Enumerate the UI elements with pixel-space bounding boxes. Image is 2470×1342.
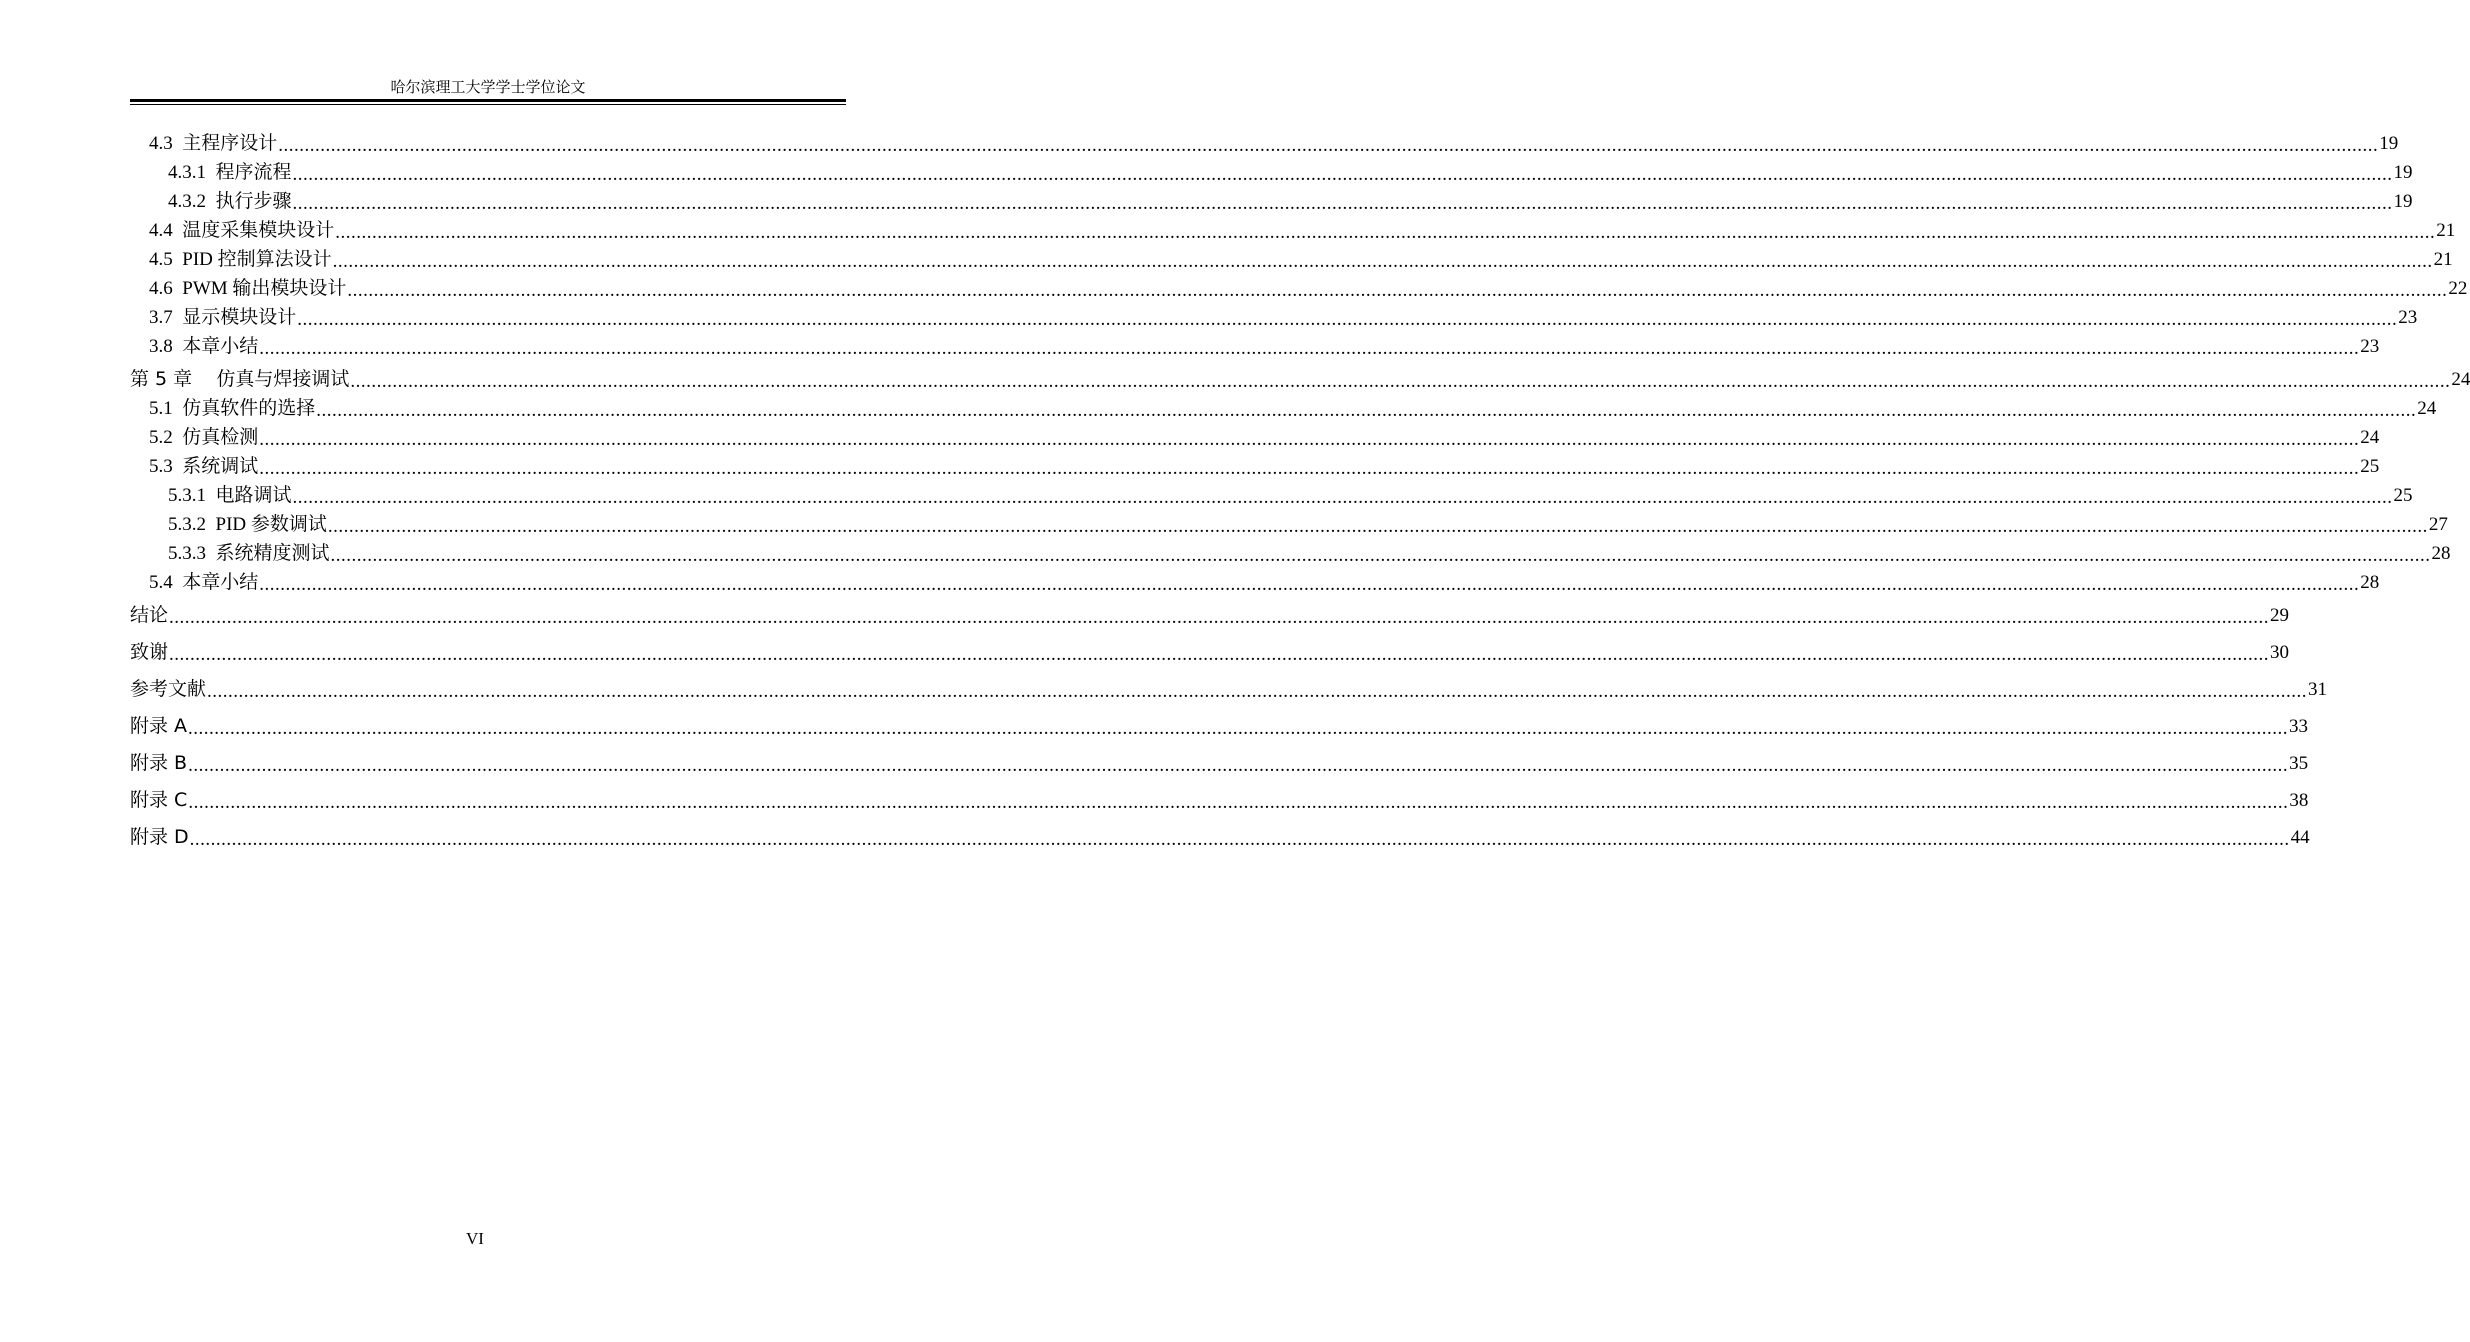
toc-entry-label: 致谢 (130, 641, 169, 663)
toc-dot-leader: ................................................................................................................................................................................................................................................................................................................................................................................................................ (292, 193, 2393, 214)
toc-dot-leader: ................................................................................................................................................................................................................................................................................................................................................................................................................ (332, 251, 2433, 272)
toc-entry-label: 5.3.1 电路调试 (168, 485, 292, 506)
toc-entry[interactable] (130, 159, 2413, 188)
toc-entry-page: 27 (2428, 514, 2448, 535)
toc-entry[interactable] (130, 217, 2456, 246)
toc-entry-page: 25 (2393, 485, 2413, 506)
toc-entry[interactable] (130, 188, 2413, 217)
toc-entry-page: 23 (2360, 336, 2380, 357)
toc-entry-label: 4.4 温度采集模块设计 (149, 220, 335, 241)
toc-entry[interactable] (130, 246, 2453, 275)
toc-entry-label: 5.3.2 PID 参数调试 (168, 514, 327, 535)
toc-entry-page: 44 (2290, 827, 2310, 848)
toc-entry[interactable] (130, 779, 2309, 816)
toc-entry-page: 24 (2451, 369, 2470, 390)
toc-entry-label: 4.5 PID 控制算法设计 (149, 249, 332, 270)
toc-entry[interactable] (130, 569, 2380, 598)
toc-entry-page: 30 (2270, 642, 2290, 663)
toc-entry-label: 5.1 仿真软件的选择 (149, 398, 316, 419)
toc-entry-page: 23 (2398, 307, 2418, 328)
toc-entry[interactable] (130, 598, 2290, 631)
toc-entry-page: 35 (2289, 753, 2309, 774)
toc-dot-leader: ................................................................................................................................................................................................................................................................................................................................................................................................................ (259, 458, 2360, 479)
toc-entry-page: 38 (2289, 790, 2309, 811)
toc-entry-page: 21 (2433, 249, 2453, 270)
toc-entry[interactable] (130, 275, 2468, 304)
toc-entry-page: 24 (2360, 427, 2380, 448)
header-rule-thin (130, 104, 846, 105)
toc-entry-page: 31 (2308, 679, 2328, 700)
toc-entry[interactable] (130, 453, 2380, 482)
toc-entry-page: 21 (2436, 220, 2456, 241)
toc-entry[interactable] (130, 362, 2470, 395)
toc-dot-leader: ................................................................................................................................................................................................................................................................................................................................................................................................................ (259, 429, 2360, 450)
toc-dot-leader: ................................................................................................................................................................................................................................................................................................................................................................................................................ (350, 371, 2451, 392)
toc-dot-leader: ................................................................................................................................................................................................................................................................................................................................................................................................................ (188, 718, 2289, 739)
toc-entry[interactable] (130, 395, 2437, 424)
table-of-contents (130, 130, 2470, 853)
toc-entry[interactable] (130, 511, 2448, 540)
running-header: 哈尔滨理工大学学士学位论文 (390, 80, 586, 96)
toc-entry-label: 4.6 PWM 输出模块设计 (149, 278, 347, 299)
toc-dot-leader: ................................................................................................................................................................................................................................................................................................................................................................................................................ (278, 135, 2379, 156)
toc-entry[interactable] (130, 482, 2413, 511)
toc-entry-page: 22 (2448, 278, 2468, 299)
toc-entry[interactable] (130, 304, 2418, 333)
toc-dot-leader: ................................................................................................................................................................................................................................................................................................................................................................................................................ (188, 755, 2289, 776)
toc-entry-label: 附录 A (130, 715, 188, 737)
toc-entry-label: 第 5 章 仿真与焊接调试 (130, 368, 350, 390)
toc-entry-page: 33 (2289, 716, 2309, 737)
toc-entry-label: 附录 B (130, 752, 188, 774)
toc-entry-page: 19 (2393, 191, 2413, 212)
toc-dot-leader: ................................................................................................................................................................................................................................................................................................................................................................................................................ (297, 309, 2398, 330)
page-number: VI (466, 1229, 484, 1248)
toc-dot-leader: ................................................................................................................................................................................................................................................................................................................................................................................................................ (347, 280, 2448, 301)
toc-entry-label: 参考文献 (130, 678, 207, 700)
toc-dot-leader: ................................................................................................................................................................................................................................................................................................................................................................................................................ (292, 487, 2393, 508)
toc-dot-leader: ................................................................................................................................................................................................................................................................................................................................................................................................................ (316, 400, 2417, 421)
toc-entry[interactable] (130, 668, 2328, 705)
toc-dot-leader: ................................................................................................................................................................................................................................................................................................................................................................................................................ (259, 574, 2360, 595)
header-rule-thick (130, 99, 846, 102)
toc-entry[interactable] (130, 333, 2380, 362)
toc-entry-label: 5.2 仿真检测 (149, 427, 259, 448)
toc-dot-leader: ................................................................................................................................................................................................................................................................................................................................................................................................................ (207, 681, 2308, 702)
toc-entry[interactable] (130, 130, 2399, 159)
toc-entry-page: 19 (2393, 162, 2413, 183)
toc-entry-page: 28 (2360, 572, 2380, 593)
toc-entry-page: 28 (2431, 543, 2451, 564)
toc-entry-page: 29 (2270, 605, 2290, 626)
toc-entry-label: 3.8 本章小结 (149, 336, 259, 357)
toc-dot-leader: ................................................................................................................................................................................................................................................................................................................................................................................................................ (169, 607, 2270, 628)
toc-entry-page: 24 (2417, 398, 2437, 419)
toc-dot-leader: ................................................................................................................................................................................................................................................................................................................................................................................................................ (169, 644, 2270, 665)
toc-entry[interactable] (130, 631, 2290, 668)
toc-entry-page: 19 (2379, 133, 2399, 154)
toc-entry-label: 5.4 本章小结 (149, 572, 259, 593)
toc-dot-leader: ................................................................................................................................................................................................................................................................................................................................................................................................................ (189, 829, 2290, 850)
toc-dot-leader: ................................................................................................................................................................................................................................................................................................................................................................................................................ (330, 545, 2431, 566)
toc-dot-leader: ................................................................................................................................................................................................................................................................................................................................................................................................................ (335, 222, 2436, 243)
toc-dot-leader: ................................................................................................................................................................................................................................................................................................................................................................................................................ (188, 792, 2289, 813)
toc-entry-label: 附录 C (130, 789, 188, 811)
toc-entry-label: 5.3 系统调试 (149, 456, 259, 477)
toc-dot-leader: ................................................................................................................................................................................................................................................................................................................................................................................................................ (292, 164, 2393, 185)
toc-entry[interactable] (130, 424, 2380, 453)
toc-entry-label: 5.3.3 系统精度测试 (168, 543, 330, 564)
toc-entry-label: 4.3.2 执行步骤 (168, 191, 292, 212)
toc-entry[interactable] (130, 705, 2309, 742)
toc-dot-leader: ................................................................................................................................................................................................................................................................................................................................................................................................................ (327, 516, 2428, 537)
toc-entry[interactable] (130, 742, 2309, 779)
toc-entry[interactable] (130, 816, 2310, 853)
toc-entry-label: 结论 (130, 604, 169, 626)
toc-entry-label: 附录 D (130, 826, 189, 848)
toc-entry-label: 4.3.1 程序流程 (168, 162, 292, 183)
toc-entry[interactable] (130, 540, 2451, 569)
toc-entry-label: 3.7 显示模块设计 (149, 307, 297, 328)
toc-dot-leader: ................................................................................................................................................................................................................................................................................................................................................................................................................ (259, 338, 2360, 359)
toc-entry-label: 4.3 主程序设计 (149, 133, 278, 154)
toc-entry-page: 25 (2360, 456, 2380, 477)
